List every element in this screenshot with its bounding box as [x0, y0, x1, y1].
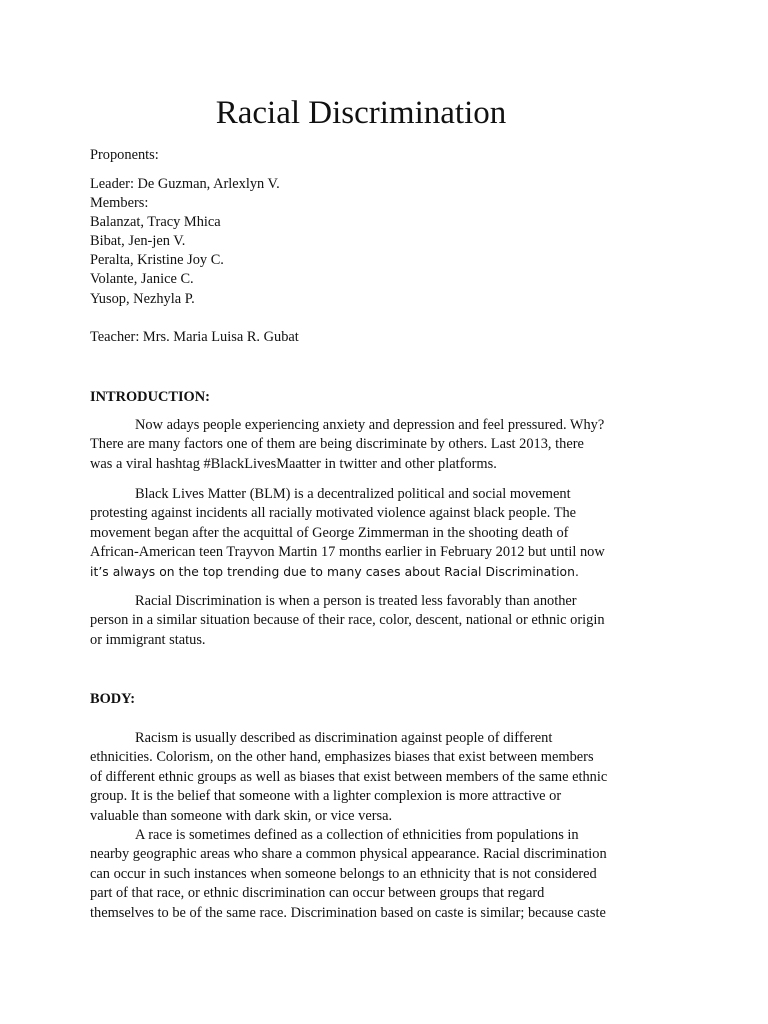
paragraph-line: Black Lives Matter (BLM) is a decentralized political and social movement [135, 486, 571, 502]
paragraph-line: group. It is the belief that someone with a lighter complexion is more attractive or [90, 788, 562, 805]
introduction-paragraph [90, 416, 635, 474]
paragraph-line: ethnicities. Colorism, on the other hand, emphasizes biases that exist between members [90, 749, 594, 766]
leader-line: Leader: De Guzman, Arlexlyn V. [90, 176, 280, 192]
body-paragraph [90, 729, 635, 923]
paragraph-line: person in a similar situation because of their race, color, descent, national or ethnic origin [90, 612, 605, 629]
paragraph-line: it’s always on the top trending due to many cases about Racial Discrimination. [90, 564, 579, 579]
paragraph-line: or immigrant status. [90, 631, 206, 648]
member-item: Volante, Janice C. [90, 271, 194, 287]
member-item: Yusop, Nezhyla P. [90, 291, 195, 307]
introduction-heading: INTRODUCTION: [90, 389, 210, 405]
members-label: Members: [90, 195, 149, 211]
paragraph-line: of different ethnic groups as well as biases that exist between members of the same ethnic [90, 768, 608, 785]
paragraph-line: was a viral hashtag #BlackLivesMaatter in twitter and other platforms. [90, 455, 497, 472]
paragraph-line: valuable than someone with dark skin, or vice versa. [90, 807, 393, 824]
paragraph-line: A race is sometimes defined as a collection of ethnicities from populations in [135, 827, 579, 844]
body-heading: BODY: [90, 691, 136, 707]
introduction-paragraph [90, 592, 635, 650]
paragraph-line: African-American teen Trayvon Martin 17 months earlier in February 2012 but until now [90, 544, 605, 561]
paragraph-line: part of that race, or ethnic discrimination can occur between groups that regard [90, 885, 545, 902]
paragraph-line: movement began after the acquittal of George Zimmerman in the shooting death of [90, 524, 569, 541]
paragraph-line: Racial Discrimination is when a person is treated less favorably than another [135, 593, 577, 609]
paragraph-line: There are many factors one of them are being discriminate by others. Last 2013, there [90, 436, 584, 453]
paragraph-line: can occur in such instances when someone belongs to an ethnicity that is not considered [90, 865, 597, 882]
proponents-label: Proponents: [90, 147, 159, 163]
paragraph-line: themselves to be of the same race. Discrimination based on caste is similar; because caste [90, 904, 606, 921]
introduction-paragraph [90, 485, 635, 582]
paragraph-line: Racism is usually described as discrimination against people of different [135, 730, 553, 746]
paragraph-line: nearby geographic areas who share a common physical appearance. Racial discrimination [90, 846, 607, 863]
paragraph-line: Now adays people experiencing anxiety and depression and feel pressured. Why? [135, 417, 605, 433]
member-item: Bibat, Jen-jen V. [90, 233, 186, 249]
document-title: Racial Discrimination [215, 95, 507, 131]
member-item: Balanzat, Tracy Mhica [90, 214, 221, 230]
teacher-line: Teacher: Mrs. Maria Luisa R. Gubat [90, 329, 299, 345]
member-item: Peralta, Kristine Joy C. [90, 252, 224, 268]
paragraph-line: protesting against incidents all racially motivated violence against black people. The [90, 505, 577, 522]
